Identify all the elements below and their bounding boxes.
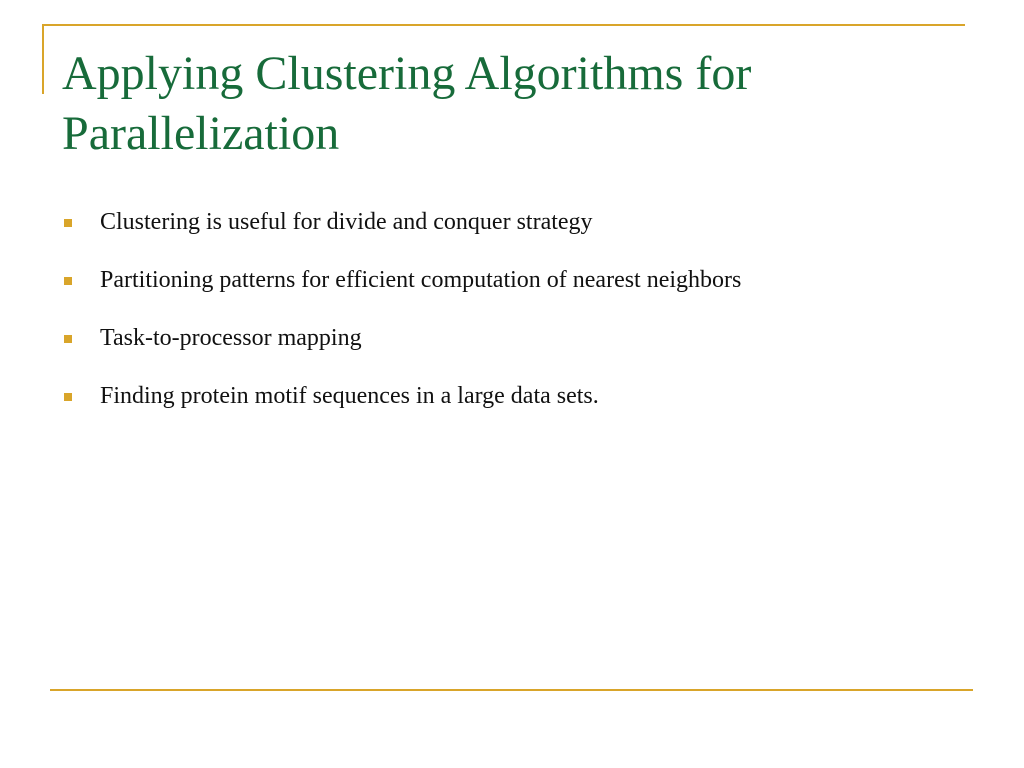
slide-title: Applying Clustering Algorithms for Parallelization xyxy=(62,47,752,160)
bullet-text: Task-to-processor mapping xyxy=(100,325,362,351)
square-bullet-icon xyxy=(64,335,72,343)
bullet-text: Finding protein motif sequences in a large data sets. xyxy=(100,383,599,409)
square-bullet-icon xyxy=(64,219,72,227)
bottom-accent-rule xyxy=(50,689,973,691)
bullet-item xyxy=(62,206,982,264)
bullet-list xyxy=(62,206,982,438)
square-bullet-icon xyxy=(64,277,72,285)
bullet-item xyxy=(62,264,982,322)
bullet-item xyxy=(62,322,982,380)
bullet-text: Partitioning patterns for efficient computation of nearest neighbors xyxy=(100,267,742,293)
left-accent-rule xyxy=(42,24,44,94)
bullet-text: Clustering is useful for divide and conquer strategy xyxy=(100,209,593,235)
top-accent-rule xyxy=(42,24,965,26)
square-bullet-icon xyxy=(64,393,72,401)
bullet-item xyxy=(62,380,982,438)
